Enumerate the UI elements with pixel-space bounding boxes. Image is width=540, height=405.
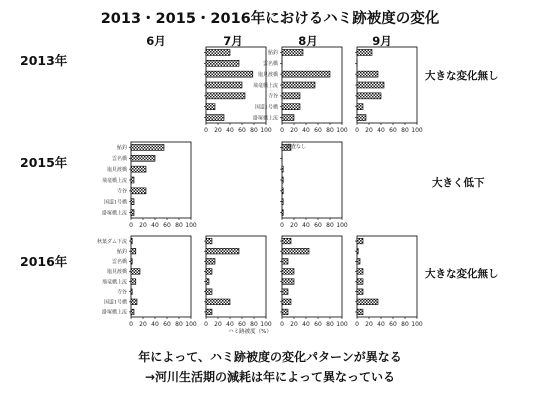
panel-2015-6-bar-1 — [131, 144, 164, 150]
panel-2015-8-xtick-label-4: 80 — [326, 222, 334, 229]
panel-2016-6-bar-6 — [131, 289, 132, 295]
panel-2015-6-bar-3 — [131, 166, 146, 172]
panel-2013-8-bar-1 — [282, 49, 303, 55]
panel-2015-6-bar-5 — [131, 188, 146, 194]
panel-2016-6-bar-4 — [131, 269, 140, 275]
site-label-2015-7: 掛塚橋上流 — [101, 210, 127, 217]
panel-2013-8-bar-3 — [282, 71, 330, 77]
panel-2015-8-bar-6 — [282, 199, 283, 205]
site-label-2016-2: 鮎釣 — [116, 248, 127, 255]
panel-2016-7-xtick-label-4: 80 — [250, 321, 258, 328]
panel-2016-6-bar-1 — [131, 238, 132, 244]
panel-2013-8-bar-7 — [282, 115, 294, 121]
panel-2013-7-bar-6 — [206, 104, 215, 110]
panel-2013-9-bar-5 — [357, 93, 381, 99]
panel-2013-8-xtick-label-0: 0 — [280, 127, 284, 134]
site-label-2013-6: 国道1号橋 — [254, 104, 278, 111]
panel-2016-8-xtick-label-1: 20 — [290, 321, 298, 328]
year-label-2015: 2015年 — [20, 155, 68, 170]
panel-2016-7-bar-7 — [206, 299, 230, 305]
site-label-2015-1: 鮎釣 — [116, 145, 127, 152]
panel-2016-7-xtick-label-5: 100 — [260, 321, 272, 328]
panel-2013-8-xtick-label-2: 40 — [302, 127, 310, 134]
month-header-september: 9月 — [372, 34, 392, 48]
panel-2015-8-annotation: 調査なし — [286, 144, 307, 150]
panel-2015-6-xtick-label-1: 20 — [139, 222, 147, 229]
panel-2016-9-xtick-label-3: 60 — [389, 321, 397, 328]
panel-2016-9-bar-5 — [357, 279, 363, 285]
panel-2016-6-xtick-label-0: 0 — [129, 321, 133, 328]
site-label-2016-8: 掛塚橋上流 — [101, 309, 127, 316]
panel-2016-6-bar-3 — [131, 259, 132, 265]
panel-2015-6-xtick-label-4: 80 — [175, 222, 183, 229]
site-label-2015-3: 塩見渡橋 — [106, 166, 127, 173]
panel-2016-8-bar-2 — [282, 248, 309, 254]
panel-2016-8-bar-6 — [282, 289, 288, 295]
site-label-2015-2: 雲名橋 — [111, 156, 127, 163]
panel-2015-8-xtick-label-0: 0 — [280, 222, 284, 229]
panel-2016-6-xtick-label-1: 20 — [139, 321, 147, 328]
panel-2016-6-frame — [131, 236, 191, 317]
panel-2016-8-bar-5 — [282, 279, 294, 285]
panel-2015-8-xtick-label-3: 60 — [314, 222, 322, 229]
panel-2015-8-xtick-label-5: 100 — [336, 222, 348, 229]
panel-2016-6-bar-7 — [131, 299, 137, 305]
panel-2015-8-xtick-label-2: 40 — [302, 222, 310, 229]
site-label-2013-4: 飛竜橋上流 — [252, 82, 278, 89]
panel-2016-8-xtick-label-3: 60 — [314, 321, 322, 328]
panel-2013-9-xtick-label-3: 60 — [389, 127, 397, 134]
panel-2016-8-bar-4 — [282, 269, 294, 275]
footer-line-1: 年によって、ハミ跡被度の変化パターンが異なる — [138, 350, 402, 364]
panel-2016-8-bar-1 — [282, 238, 291, 244]
panel-2016-9-xtick-label-2: 40 — [377, 321, 385, 328]
panel-2013-9-xtick-label-1: 20 — [365, 127, 373, 134]
panel-2016-6-bar-8 — [131, 309, 134, 315]
panel-2013-9-xtick-label-0: 0 — [355, 127, 359, 134]
panel-2016-6-xtick-label-4: 80 — [175, 321, 183, 328]
panel-2016-7-bar-1 — [206, 238, 212, 244]
panel-2016-9-xtick-label-1: 20 — [365, 321, 373, 328]
panel-2016-9-bar-8 — [357, 309, 363, 315]
panel-2016-8-xtick-label-0: 0 — [280, 321, 284, 328]
panel-2013-7-bar-7 — [206, 115, 224, 121]
panel-2016-9-xtick-label-5: 100 — [411, 321, 423, 328]
panel-2015-6-xtick-label-5: 100 — [185, 222, 197, 229]
panel-2013-9-xtick-label-4: 80 — [401, 127, 409, 134]
panel-2016-9-bar-4 — [357, 269, 363, 275]
site-label-2016-3: 雲名橋 — [111, 259, 127, 266]
panel-2015-8-bar-7 — [282, 210, 283, 216]
panel-2013-8-xtick-label-3: 60 — [314, 127, 322, 134]
site-label-2016-1: 秋葉ダム下流 — [96, 238, 127, 245]
panel-2013-9-bar-6 — [357, 104, 363, 110]
site-label-2013-1: 鮎釣 — [267, 50, 278, 57]
month-header-august: 8月 — [298, 34, 318, 48]
site-label-2013-3: 塩見渡橋 — [257, 71, 278, 78]
panel-2016-7-xtick-label-2: 40 — [226, 321, 234, 328]
panel-2013-8-bar-4 — [282, 82, 315, 88]
panel-2016-9-xtick-label-0: 0 — [355, 321, 359, 328]
panel-2013-7-xtick-label-4: 80 — [250, 127, 258, 134]
panel-2013-8-xtick-label-1: 20 — [290, 127, 298, 134]
panel-2016-8-xtick-label-2: 40 — [302, 321, 310, 328]
panel-2013-7-xtick-label-2: 40 — [226, 127, 234, 134]
panel-2013-7-bar-5 — [206, 93, 245, 99]
panel-2016-7-bar-3 — [206, 259, 215, 265]
panel-2016-6-xtick-label-2: 40 — [151, 321, 159, 328]
panel-2016-9-bar-3 — [357, 259, 360, 265]
panel-2013-7-bar-2 — [206, 60, 239, 66]
panel-2013-7-bar-4 — [206, 82, 242, 88]
panel-2015-8-bar-4 — [282, 177, 283, 183]
panel-2015-8-xtick-label-1: 20 — [290, 222, 298, 229]
panel-2013-9-bar-4 — [357, 82, 384, 88]
panel-2013-7-xtick-label-5: 100 — [260, 127, 272, 134]
panel-2016-7-xtick-label-0: 0 — [204, 321, 208, 328]
panel-2016-9-xtick-label-4: 80 — [401, 321, 409, 328]
panel-2016-8-xtick-label-4: 80 — [326, 321, 334, 328]
panel-2016-7-bar-6 — [206, 289, 212, 295]
panel-2016-6-bar-5 — [131, 279, 136, 285]
x-axis-label: ハミ跡被度（%） — [228, 329, 272, 335]
panel-2016-9-bar-1 — [357, 238, 363, 244]
panel-2015-6-xtick-label-3: 60 — [163, 222, 171, 229]
year-label-2013: 2013年 — [20, 53, 68, 68]
panel-2016-7-xtick-label-3: 60 — [238, 321, 246, 328]
panel-2013-9-xtick-label-2: 40 — [377, 127, 385, 134]
panel-2015-8-bar-3 — [282, 166, 283, 172]
panel-2016-7-bar-8 — [206, 309, 212, 315]
panel-2013-7-xtick-label-0: 0 — [204, 127, 208, 134]
panel-2015-6-bar-4 — [131, 177, 134, 183]
panel-2016-7-bar-5 — [206, 279, 209, 285]
panel-2016-9-bar-6 — [357, 289, 363, 295]
panel-2013-8-bar-5 — [282, 93, 300, 99]
site-label-2016-7: 国道1号橋 — [103, 299, 127, 306]
panel-2016-6-xtick-label-5: 100 — [185, 321, 197, 328]
panel-2015-8-frame — [282, 142, 342, 218]
panel-2013-9-bar-1 — [357, 49, 372, 55]
panel-2015-6-bar-6 — [131, 199, 134, 205]
page-title: 2013・2015・2016年におけるハミ跡被度の変化 — [100, 11, 440, 27]
note-2015: 大きく低下 — [432, 177, 485, 189]
panel-2013-7-xtick-label-3: 60 — [238, 127, 246, 134]
panel-2013-8-xtick-label-4: 80 — [326, 127, 334, 134]
month-header-july: 7月 — [223, 34, 243, 48]
site-label-2013-5: 寺谷 — [267, 93, 278, 100]
panel-2013-7-bar-3 — [206, 71, 253, 77]
panel-2013-7-xtick-label-1: 20 — [214, 127, 222, 134]
note-2013: 大きな変化無し — [425, 70, 499, 82]
panel-2013-9-bar-7 — [357, 115, 366, 121]
panel-2013-8-bar-6 — [282, 104, 300, 110]
panel-2016-8-bar-3 — [282, 259, 288, 265]
panel-2015-8-bar-5 — [282, 188, 283, 194]
panel-2016-8-xtick-label-5: 100 — [336, 321, 348, 328]
panel-2015-6-bar-2 — [131, 155, 155, 161]
panel-2016-8-bar-7 — [282, 299, 291, 305]
panel-2015-6-bar-7 — [131, 210, 134, 216]
panel-2016-9-bar-2 — [357, 248, 358, 254]
note-2016: 大きな変化無し — [425, 268, 499, 280]
panel-2015-6-frame — [131, 142, 191, 218]
site-label-2013-2: 雲名橋 — [262, 61, 278, 68]
panel-2016-7-xtick-label-1: 20 — [214, 321, 222, 328]
panel-2015-6-xtick-label-0: 0 — [129, 222, 133, 229]
panel-2016-7-bar-4 — [206, 269, 212, 275]
panel-2013-8-xtick-label-5: 100 — [336, 127, 348, 134]
panel-2013-7-bar-1 — [206, 49, 230, 55]
month-header-june: 6月 — [146, 34, 166, 48]
panel-2015-6-xtick-label-2: 40 — [151, 222, 159, 229]
panel-2016-6-xtick-label-3: 60 — [163, 321, 171, 328]
year-label-2016: 2016年 — [20, 254, 68, 269]
site-label-2015-4: 飛竜橋上流 — [101, 177, 127, 184]
site-label-2016-6: 寺谷 — [116, 289, 127, 296]
panel-2016-8-bar-8 — [282, 309, 288, 315]
site-label-2015-6: 国道1号橋 — [103, 199, 127, 206]
site-label-2015-5: 寺谷 — [116, 188, 127, 195]
panel-2013-9-xtick-label-5: 100 — [411, 127, 423, 134]
panel-2016-9-bar-7 — [357, 299, 378, 305]
panel-2013-9-bar-3 — [357, 71, 378, 77]
site-label-2013-7: 掛塚橋上流 — [252, 115, 278, 122]
panel-2016-6-bar-2 — [131, 248, 136, 254]
footer-line-2: →河川生活期の減耗は年によって異なっている — [144, 370, 396, 384]
site-label-2016-5: 飛竜橋上流 — [101, 279, 127, 286]
panel-2016-7-bar-2 — [206, 248, 239, 254]
site-label-2016-4: 塩見渡橋 — [106, 269, 127, 276]
